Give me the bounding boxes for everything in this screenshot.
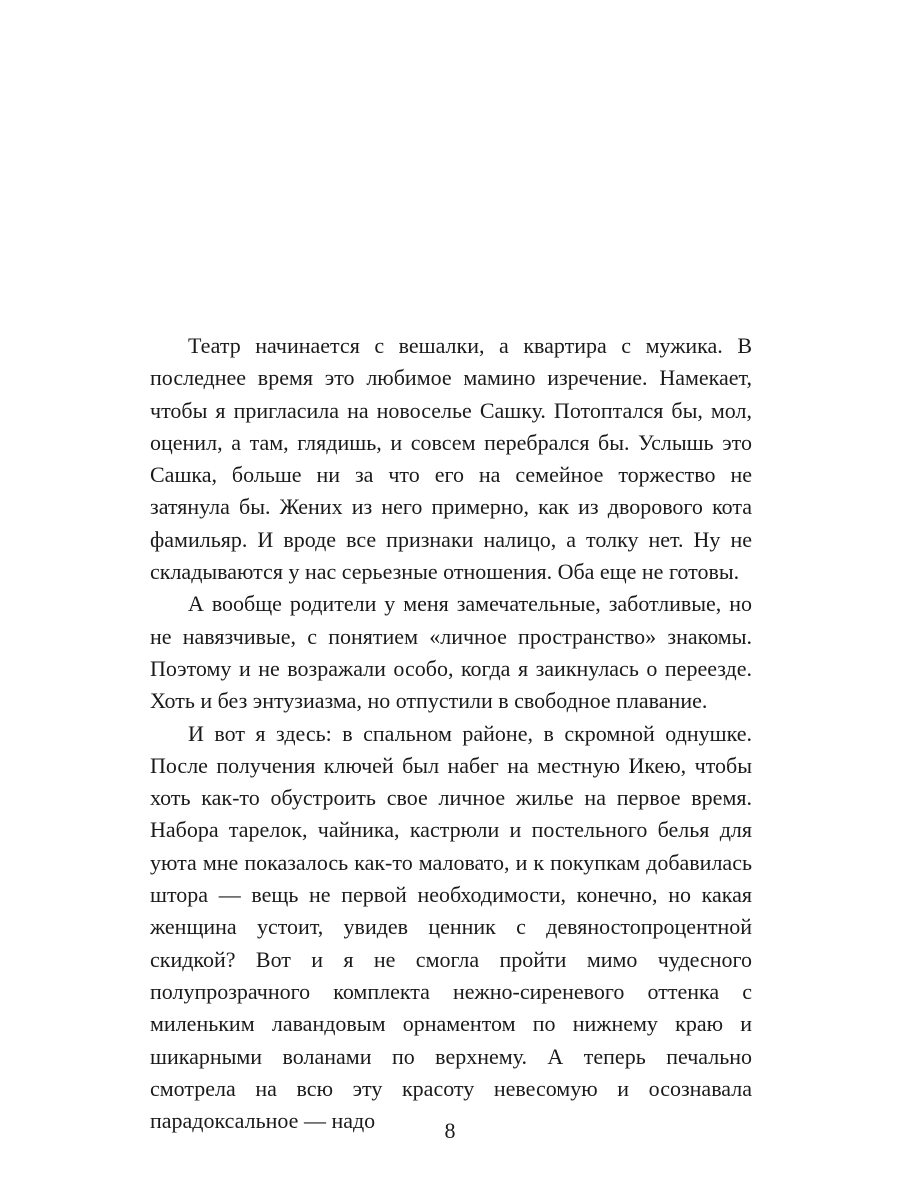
paragraph-2: А вообще родители у меня замечательные, заботливые, но не навязчивые, с понятием «личное пространство» знакомы. Поэтому и не возражали особо, когда я заикнулась о переезде. Хоть и без энтузиазма, но отпустили в свободное плавание. (150, 591, 752, 714)
body-text (150, 330, 752, 1137)
paragraph-1: Театр начинается с вешалки, а квартира с мужика. В последнее время это любимое мамино изречение. Намекает, чтобы я пригласила на новоселье Сашку. Потоптался бы, мол, оценил, а там, глядишь, и совсем перебрался бы. Услышь это Сашка, больше ни за что его на семейное торжество не затянула бы. Жених из него примерно, как из дворового кота фамильяр. И вроде все признаки налицо, а толку нет. Ну не складываются у нас серьезные отношения. Оба еще не готовы. (150, 333, 752, 585)
paragraph-3: И вот я здесь: в спальном районе, в скромной однушке. После получения ключей был набег на местную Икею, чтобы хоть как-то обустроить свое личное жилье на первое время. Набора тарелок, чайника, кастрюли и постельного белья для уюта мне показалось как-то маловато, и к покупкам добавилась штора — вещь не первой необходимости, конечно, но какая женщина устоит, увидев ценник с девяностопроцентной скидкой? Вот и я не смогла пройти мимо чудесного полупрозрачного комплекта нежно-сиреневого оттенка с миленьким лавандовым орнаментом по нижнему краю и шикарными воланами по верхнему. А теперь печально смотрела на всю эту красоту невесомую и осознавала парадоксальное — надо (150, 720, 752, 1134)
page-number: 8 (444, 1118, 456, 1143)
